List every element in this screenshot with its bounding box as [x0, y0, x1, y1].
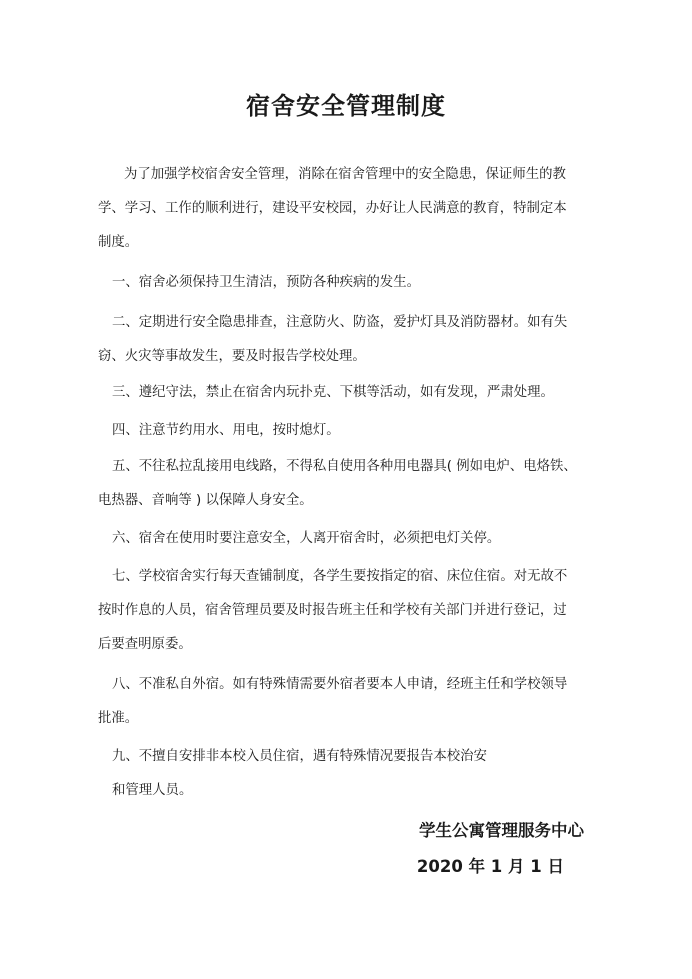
rule-6-line-1: 六、宿舍在使用时要注意安全，人离开宿舍时，必须把电灯关停。	[112, 531, 501, 546]
rule-7	[98, 560, 592, 662]
intro-line-1: 为了加强学校宿舍安全管理，消除在宿舍管理中的安全隐患，保证师生的教	[124, 167, 566, 182]
rule-9-line-2: 和管理人员。	[112, 783, 193, 798]
rule-5-line-2: 电热器、音响等 ) 以保障人身安全。	[98, 493, 313, 508]
rule-5-line-1: 五、不往私拉乱接用电线路，不得私自使用各种用电器具( 例如电炉、电烙铁、	[112, 459, 577, 474]
rule-6	[98, 522, 592, 556]
rule-2-line-2: 窃、火灾等事故发生，要及时报告学校处理。	[98, 349, 366, 364]
rule-9	[98, 740, 592, 808]
rule-5	[98, 450, 592, 518]
rule-7-line-2: 按时作息的人员，宿舍管理员要及时报告班主任和学校有关部门并进行登记，过	[98, 603, 567, 618]
rule-1-line-1: 一、宿舍必须保持卫生清洁，预防各种疾病的发生。	[112, 275, 420, 290]
rule-4	[98, 414, 592, 448]
rule-8-line-2: 批准。	[98, 711, 139, 726]
rule-9-line-1: 九、不擅自安排非本校入员住宿，遇有特殊情况要报告本校治安	[112, 749, 487, 764]
rule-3-line-1: 三、遵纪守法，禁止在宿舍内玩扑克、下棋等活动，如有发现，严肃处理。	[112, 385, 554, 400]
rule-4-line-1: 四、注意节约用水、用电，按时熄灯。	[112, 423, 340, 438]
document-title: 宿舍安全管理制度	[246, 92, 446, 120]
intro-line-3: 制度。	[98, 235, 139, 250]
rule-7-line-1: 七、学校宿舍实行每天查铺制度，各学生要按指定的宿、床位住宿。对无故不	[112, 569, 568, 584]
rule-3	[98, 376, 592, 410]
rule-1	[98, 266, 592, 300]
intro-paragraph	[98, 158, 592, 260]
rule-8-line-1: 八、不准私自外宿。如有特殊情需要外宿者要本人申请，经班主任和学校领导	[112, 677, 568, 692]
rule-2	[98, 306, 592, 374]
signature-date: 2020 年 1 月 1 日	[416, 857, 564, 876]
rule-2-line-1: 二、定期进行安全隐患排查，注意防火、防盗，爱护灯具及消防器材。如有失	[112, 315, 568, 330]
signature-org: 学生公寓管理服务中心	[419, 821, 584, 840]
rule-7-line-3: 后要查明原委。	[98, 637, 192, 652]
rule-8	[98, 668, 592, 736]
intro-line-2: 学、学习、工作的顺利进行，建设平安校园，办好让人民满意的教育，特制定本	[98, 201, 567, 216]
